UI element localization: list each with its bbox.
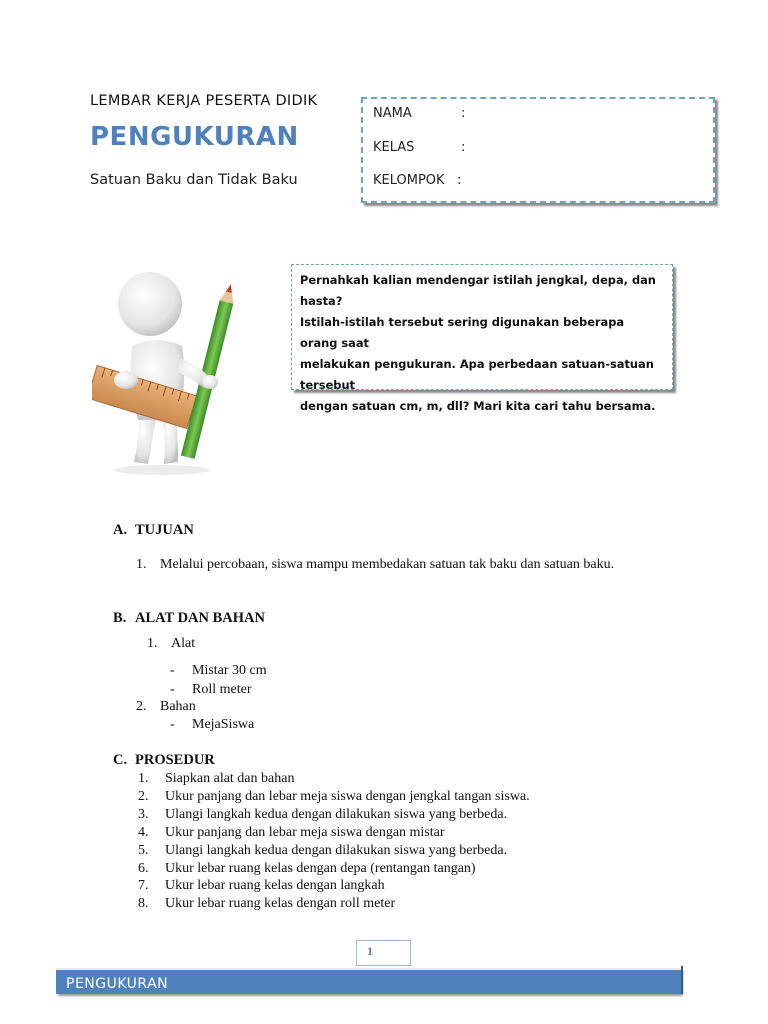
item-number: 1. — [136, 557, 147, 572]
section-letter: B. — [113, 610, 127, 626]
class-label: KELAS — [373, 140, 415, 155]
section-title: PROSEDUR — [135, 752, 215, 768]
bullet-dash: - — [170, 717, 175, 732]
section-title: ALAT DAN BAHAN — [135, 610, 265, 626]
name-colon: : — [461, 106, 466, 121]
section-letter: C. — [113, 752, 128, 768]
intro-line: melakukan pengukuran. Apa perbedaan satuan-satuan tersebut — [300, 357, 654, 392]
item-text: Ulangi langkah kedua dengan dilakukan siswa yang berbeda. — [165, 806, 508, 822]
item-text: Roll meter — [192, 682, 252, 697]
footer-title: PENGUKURAN — [66, 976, 169, 992]
section-a-heading — [113, 522, 194, 539]
figure-svg — [92, 262, 252, 477]
figure-with-ruler-and-pencil-illustration — [92, 262, 252, 477]
list-item — [170, 682, 252, 698]
item-number: 4. — [138, 824, 149, 840]
list-item — [138, 806, 530, 824]
list-item — [138, 788, 530, 806]
item-text: Ukur lebar ruang kelas dengan roll meter — [165, 896, 396, 912]
section-letter: A. — [113, 522, 128, 538]
footer-bar — [56, 968, 681, 994]
list-item — [138, 877, 530, 895]
intro-line: Istilah-istilah tersebut sering digunakan beberapa orang saat — [300, 315, 625, 350]
worksheet-label: LEMBAR KERJA PESERTA DIDIK — [90, 93, 318, 109]
item-number: 2. — [136, 699, 147, 714]
intro-line: Pernahkah kalian mendengar istilah jengkal, depa, dan hasta? — [300, 273, 656, 308]
item-number: 5. — [138, 842, 149, 858]
item-text: Melalui percobaan, siswa mampu membedakan satuan tak baku dan satuan baku. — [160, 557, 615, 572]
worksheet-title: PENGUKURAN — [90, 122, 299, 152]
class-colon: : — [461, 140, 466, 155]
intro-question-box — [291, 264, 673, 413]
list-item — [136, 557, 614, 573]
class-field[interactable] — [373, 140, 465, 155]
item-number: 2. — [138, 788, 149, 804]
item-number: 6. — [138, 860, 149, 876]
list-item — [138, 770, 530, 788]
worksheet-subtitle: Satuan Baku dan Tidak Baku — [90, 172, 298, 188]
group-colon: : — [457, 173, 462, 188]
section-title: TUJUAN — [135, 522, 194, 538]
group-field[interactable] — [373, 173, 461, 188]
list-item — [138, 824, 530, 842]
item-text: Ukur lebar ruang kelas dengan langkah — [165, 878, 385, 894]
name-label: NAMA — [373, 106, 412, 121]
item-number: 7. — [138, 878, 149, 894]
item-number: 1. — [147, 636, 158, 651]
list-item — [170, 663, 267, 679]
tools-subheading — [147, 636, 195, 652]
item-text: Ukur panjang dan lebar meja siswa dengan jengkal tangan siswa. — [165, 788, 530, 804]
student-identity-box — [361, 97, 715, 203]
procedure-list — [138, 770, 530, 913]
list-item — [138, 842, 530, 860]
section-b-heading — [113, 610, 265, 627]
item-text: Ukur panjang dan lebar meja siswa dengan mistar — [165, 824, 445, 840]
item-number: 3. — [138, 806, 149, 822]
section-c-heading — [113, 752, 215, 769]
item-text: Ulangi langkah kedua dengan dilakukan siswa yang berbeda. — [165, 842, 508, 858]
page-number: 1 — [356, 940, 411, 966]
group-label: KELOMPOK — [373, 173, 445, 188]
footer-edge — [681, 966, 683, 994]
bullet-dash: - — [170, 682, 175, 697]
item-number: 1. — [138, 771, 149, 786]
name-field[interactable] — [373, 106, 465, 121]
materials-subheading — [136, 699, 196, 715]
item-text: Siapkan alat dan bahan — [165, 771, 295, 786]
item-text: MejaSiswa — [192, 717, 255, 732]
list-item — [138, 895, 530, 913]
item-text: Mistar 30 cm — [192, 663, 267, 678]
item-text: Ukur lebar ruang kelas dengan depa (rentangan tangan) — [165, 860, 476, 876]
item-text: Bahan — [160, 699, 196, 714]
list-item — [170, 717, 254, 733]
bullet-dash: - — [170, 663, 175, 678]
list-item — [138, 860, 530, 878]
item-number: 8. — [138, 896, 149, 912]
item-text: Alat — [171, 636, 196, 651]
intro-line: dengan satuan cm, m, dll? Mari kita cari tahu bersama. — [300, 399, 656, 413]
